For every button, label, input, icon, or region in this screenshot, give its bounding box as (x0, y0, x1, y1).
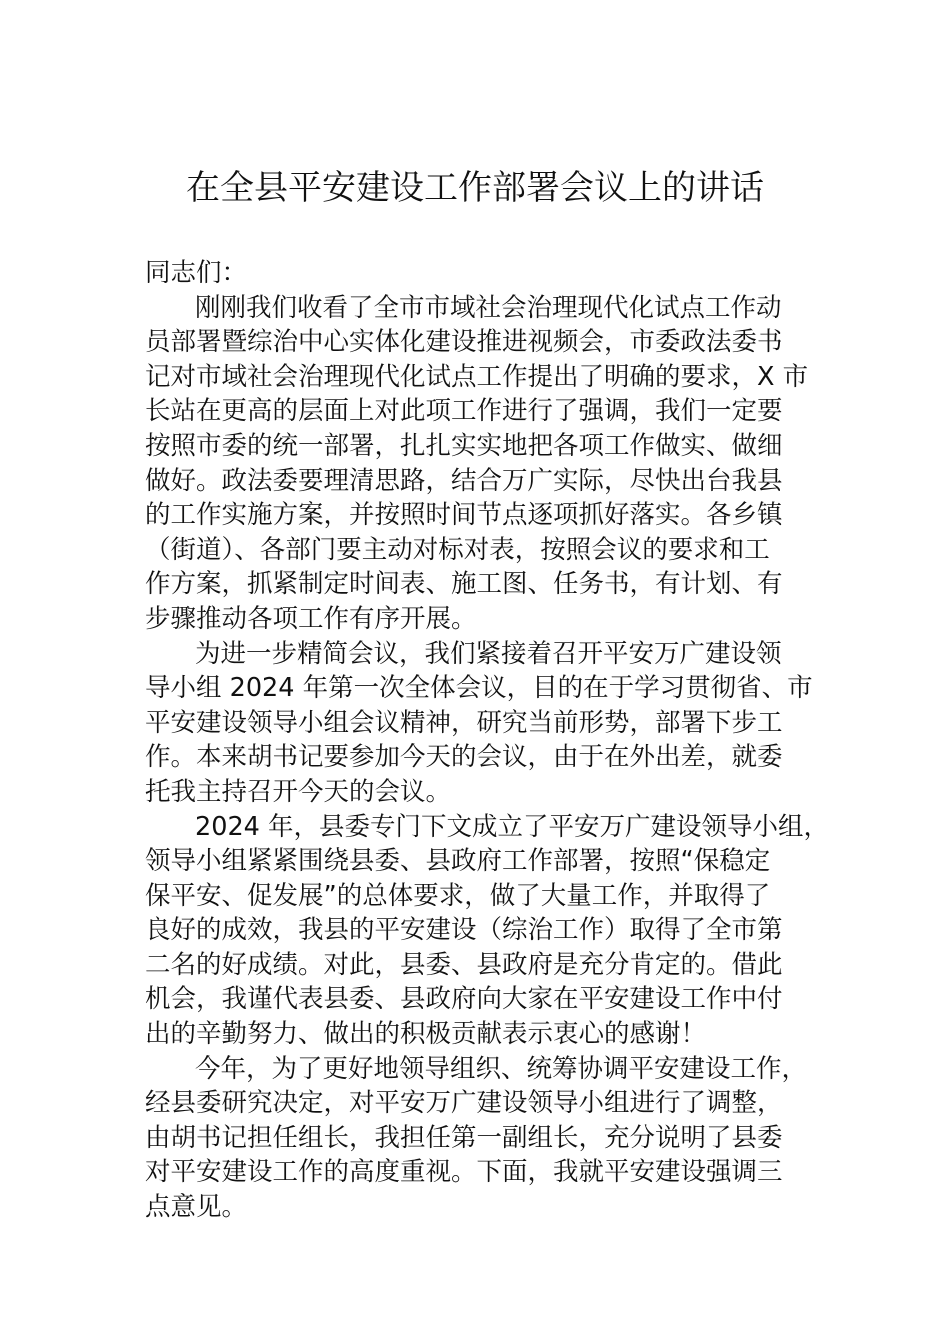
body-line: 为进一步精简会议，我们紧接着召开平安万广建设领 (195, 638, 782, 669)
body-line: 做好。政法委要理清思路，结合万广实际，尽快出台我县 (145, 465, 783, 496)
body-line: 保平安、促发展”的总体要求，做了大量工作，并取得了 (145, 880, 771, 911)
body-line: 对平安建设工作的高度重视。下面，我就平安建设强调三 (145, 1157, 783, 1188)
body-line: 出的辛勤努力、做出的积极贡献表示衷心的感谢！ (145, 1019, 707, 1050)
document-title: 在全县平安建设工作部署会议上的讲话 (186, 168, 764, 208)
body-line: 二名的好成绩。对此，县委、县政府是充分肯定的。借此 (145, 949, 783, 980)
body-line: 2024 年，县委专门下文成立了平安万广建设领导小组， (195, 811, 830, 842)
body-line: 平安建设领导小组会议精神，研究当前形势，部署下步工 (145, 707, 783, 738)
body-line: 良好的成效，我县的平安建设（综治工作）取得了全市第 (145, 915, 783, 946)
body-line: 今年，为了更好地领导组织、统筹协调平安建设工作， (195, 1053, 808, 1084)
body-line: 作。本来胡书记要参加今天的会议，由于在外出差，就委 (145, 742, 783, 773)
salutation: 同志们： (145, 258, 248, 288)
document-body (145, 256, 845, 1225)
body-line: 导小组 2024 年第一次全体会议，目的在于学习贯彻省、市 (145, 673, 813, 704)
body-line: 步骤推动各项工作有序开展。 (145, 603, 477, 634)
body-line: 员部署暨综治中心实体化建设推进视频会，市委政法委书 (145, 327, 783, 358)
body-line: 托我主持召开今天的会议。 (145, 776, 452, 807)
body-line: 点意见。 (145, 1192, 248, 1223)
body-line: 经县委研究决定，对平安万广建设领导小组进行了调整， (145, 1088, 783, 1119)
body-line: 记对市域社会治理现代化试点工作提出了明确的要求，X 市 (145, 361, 809, 392)
body-line: 由胡书记担任组长，我担任第一副组长，充分说明了县委 (145, 1122, 783, 1153)
body-line: 长站在更高的层面上对此项工作进行了强调，我们一定要 (145, 396, 783, 427)
body-line: 的工作实施方案，并按照时间节点逐项抓好落实。各乡镇 (145, 500, 783, 531)
body-line: （街道）、各部门要主动对标对表，按照会议的要求和工 (145, 534, 770, 565)
body-line: 作方案，抓紧制定时间表、施工图、任务书，有计划、有 (145, 569, 783, 600)
body-line: 机会，我谨代表县委、县政府向大家在平安建设工作中付 (145, 984, 783, 1015)
body-line: 领导小组紧紧围绕县委、县政府工作部署，按照“保稳定 (145, 846, 771, 877)
body-line: 刚刚我们收看了全市市域社会治理现代化试点工作动 (195, 292, 782, 323)
body-line: 按照市委的统一部署，扎扎实实地把各项工作做实、做细 (145, 430, 783, 461)
